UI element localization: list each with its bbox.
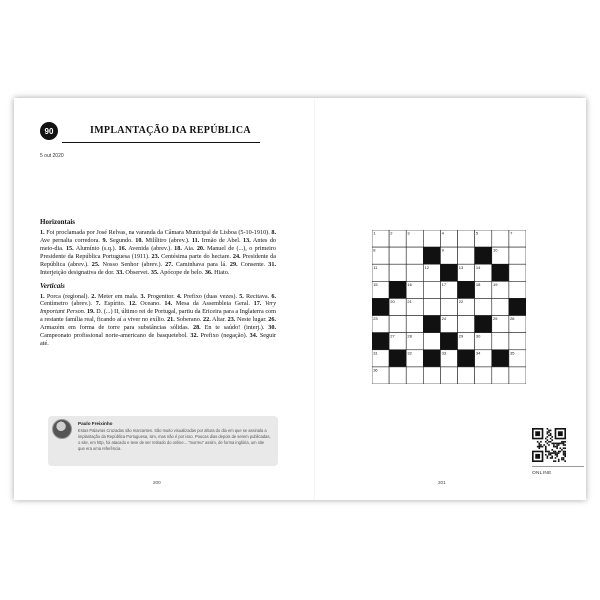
grid-cell[interactable] [423, 230, 440, 247]
horizontal-clue: 1. Foi proclamada por José Relvas, na varanda da Câmara Municipal de Lisboa (5-10-1910). [40, 228, 272, 236]
cell-number: 33 [441, 350, 447, 356]
left-page-number: 200 [153, 480, 161, 485]
black-cell [440, 333, 457, 350]
horizontal-clues [40, 229, 276, 277]
grid-cell[interactable] [475, 298, 492, 315]
black-cell [509, 298, 526, 315]
vertical-clue: 6. Centímetro (abrev.). [40, 292, 277, 308]
cell-number: 34 [475, 350, 481, 356]
vertical-clue: 21. Soberano. [167, 316, 203, 324]
vertical-clue: 17. Very Important Person. [40, 300, 277, 316]
vertical-clue: 1. Porca (regional). [40, 292, 92, 300]
vertical-clue: 28. En te saúdo! (interj.). [192, 324, 269, 332]
cell-number: 2 [390, 230, 393, 236]
grid-cell[interactable] [509, 281, 526, 298]
cell-number: 28 [407, 333, 412, 339]
note-author: Paulo Freixinho [78, 421, 113, 426]
grid-cell[interactable] [458, 367, 475, 384]
vertical-clue: 2. Meter em mala. [91, 292, 141, 300]
page-title: IMPLANTAÇÃO DA REPÚBLICA [90, 125, 251, 136]
horizontal-heading: Horizontais [40, 218, 75, 226]
horizontal-clue: 27. Caminhava para lá. [165, 260, 230, 268]
horizontal-clue: 8. Ave pernalta corredora. [40, 228, 276, 244]
cell-number: 20 [390, 299, 395, 305]
black-cell [372, 333, 389, 350]
horizontal-clue: 20. Manuel de (...), o primeiro Presidente da República Portuguesa (1911). [40, 244, 276, 260]
grid-cell[interactable] [406, 264, 423, 281]
grid-cell[interactable] [423, 298, 440, 315]
black-cell [458, 350, 475, 367]
black-cell [372, 298, 389, 315]
cell-number: 17 [441, 281, 447, 287]
black-cell [440, 264, 457, 281]
cell-number: 13 [458, 264, 464, 270]
grid-cell[interactable] [423, 333, 440, 350]
horizontal-clue: 29. Consente. [229, 260, 269, 268]
vertical-clue: 26. Armazém em forma de torre para substâncias sólidas. [40, 316, 276, 332]
black-cell [423, 316, 440, 333]
grid-cell[interactable] [458, 230, 475, 247]
cell-number: 12 [424, 264, 429, 270]
grid-cell[interactable] [423, 281, 440, 298]
vertical-clue: 14. Mesa da Assembleia Geral. [164, 300, 254, 308]
horizontal-clue: 35. Apócope de belo. [150, 268, 205, 276]
black-cell [423, 350, 440, 367]
grid-cell[interactable] [389, 247, 406, 264]
black-cell [389, 350, 406, 367]
vertical-clue: 30. Campeonato profissional norte-americano de basquetebol. [40, 324, 277, 340]
black-cell [458, 281, 475, 298]
vertical-clue: 7. Espírito. [95, 300, 129, 308]
grid-cell[interactable] [440, 298, 457, 315]
grid-cell[interactable] [492, 230, 509, 247]
cell-number: 10 [492, 247, 498, 253]
page-number-badge: 90 [40, 122, 58, 140]
cell-number: 21 [407, 299, 412, 305]
black-cell [492, 264, 509, 281]
vertical-clues [40, 293, 276, 349]
cell-number: 1 [373, 230, 376, 236]
qr-code-icon[interactable] [532, 428, 566, 462]
vertical-clue: 3. Progenitor. [140, 292, 177, 300]
cell-number: 24 [441, 316, 447, 322]
grid-cell[interactable] [509, 367, 526, 384]
page-gutter [314, 98, 315, 500]
grid-cell[interactable] [406, 367, 423, 384]
horizontal-clue: 15. Alumínio (s.q.). [65, 244, 119, 252]
grid-cell[interactable] [509, 333, 526, 350]
black-cell [389, 281, 406, 298]
online-label: ONLINE [532, 471, 552, 476]
cell-number: 16 [407, 281, 412, 287]
horizontal-clue: 24. Presidente da República (abrev.). [40, 252, 276, 268]
cell-number: 11 [373, 264, 378, 270]
avatar [52, 419, 72, 439]
cell-number: 14 [475, 264, 481, 270]
grid-cell[interactable] [509, 247, 526, 264]
book-spread [14, 98, 586, 500]
author-note [48, 416, 278, 466]
horizontal-clue: 10. Milílitro (abrev.). [135, 236, 192, 244]
crossword-grid [372, 230, 526, 384]
clues-block [40, 218, 276, 348]
grid-cell[interactable] [406, 247, 423, 264]
black-cell [475, 316, 492, 333]
vertical-clue: 22. Altar. [203, 316, 228, 324]
grid-cell[interactable] [423, 367, 440, 384]
horizontal-clue: 9. Segundo. [102, 236, 136, 244]
grid-cell[interactable] [389, 316, 406, 333]
cell-number: 9 [441, 247, 444, 253]
cell-number: 26 [510, 316, 515, 322]
horizontal-clue: 25. Nosso Senhor (abrev.). [91, 260, 166, 268]
grid-cell[interactable] [509, 264, 526, 281]
grid-cell[interactable] [389, 264, 406, 281]
vertical-clue: 23. Neste lugar. [227, 316, 269, 324]
vertical-clue: 12. Oceano. [128, 300, 165, 308]
grid-cell[interactable] [492, 298, 509, 315]
cell-number: 5 [475, 230, 479, 236]
cell-number: 35 [510, 350, 515, 356]
horizontal-clue: 33. Observei. [116, 268, 151, 276]
cell-number: 32 [407, 350, 412, 356]
vertical-clue: 5. Recitava. [239, 292, 272, 300]
vertical-clue: 19. D. (...) II, último rei de Portugal, partiu da Ericeira para a Inglaterra com a restante família real, ficando aí a viver no exílio. [40, 308, 276, 324]
black-cell [423, 247, 440, 264]
note-text: Estas Palavras Cruzadas são marcantes. São muito visualizadas por altura do dia em que se assinala a implantação da República Portuguesa, sim, mas não é por isso. Poucas dias depois de serem publicadas, o site, em http, foi atacado e teve de ser retirado do online... "morreu" assim, de forma inglória, um site que era uma referência. [78, 428, 271, 451]
black-cell [492, 350, 509, 367]
cell-number: 31 [373, 350, 378, 356]
grid-cell[interactable] [475, 367, 492, 384]
cell-number: 22 [458, 299, 464, 305]
cell-number: 30 [475, 333, 481, 339]
horizontal-clue: 18. Aia. [174, 244, 197, 252]
right-page-number: 201 [438, 480, 446, 485]
title-rule [62, 142, 260, 143]
vertical-clue: 4. Prefixo (duas vezes). [176, 292, 240, 300]
grid-cell[interactable] [458, 247, 475, 264]
vertical-heading: Verticais [40, 281, 65, 290]
horizontal-clue: 11. Irmão de Abel. [191, 236, 244, 244]
grid-cell[interactable] [492, 333, 509, 350]
grid-cell[interactable] [406, 316, 423, 333]
cell-number: 25 [492, 316, 498, 322]
horizontal-clue: 16. Avenida (abrev.). [118, 244, 175, 252]
cell-number: 23 [373, 316, 378, 322]
black-cell [475, 247, 492, 264]
cell-number: 29 [458, 333, 464, 339]
cell-number: 3 [407, 230, 410, 236]
horizontal-clue: 13. Antes do meio-dia. [40, 236, 277, 252]
vertical-clue: 32. Prefixo (negação). [190, 332, 250, 340]
grid-cell[interactable] [458, 316, 475, 333]
puzzle-date: 5 out 2020 [40, 153, 64, 159]
cell-number: 36 [373, 367, 378, 373]
grid-cell[interactable] [389, 367, 406, 384]
cell-number: 15 [373, 281, 378, 287]
horizontal-clue: 36. Hiato. [204, 268, 230, 276]
cell-number: 18 [475, 281, 481, 287]
cell-number: 4 [441, 230, 444, 236]
cell-number: 8 [373, 247, 376, 253]
qr-divider [532, 466, 584, 467]
vertical-clue: 34. Seguir até. [40, 332, 277, 348]
horizontal-clue: 23. Centésima parte do hectare. [151, 252, 233, 260]
grid-cell[interactable] [440, 367, 457, 384]
grid-cell[interactable] [492, 367, 509, 384]
cell-number: 27 [390, 333, 395, 339]
horizontal-clue: 31. Interjeição designativa de dor. [40, 260, 276, 276]
cell-number: 19 [492, 281, 498, 287]
cell-number: 7 [510, 230, 513, 236]
crossword-svg [372, 230, 526, 384]
